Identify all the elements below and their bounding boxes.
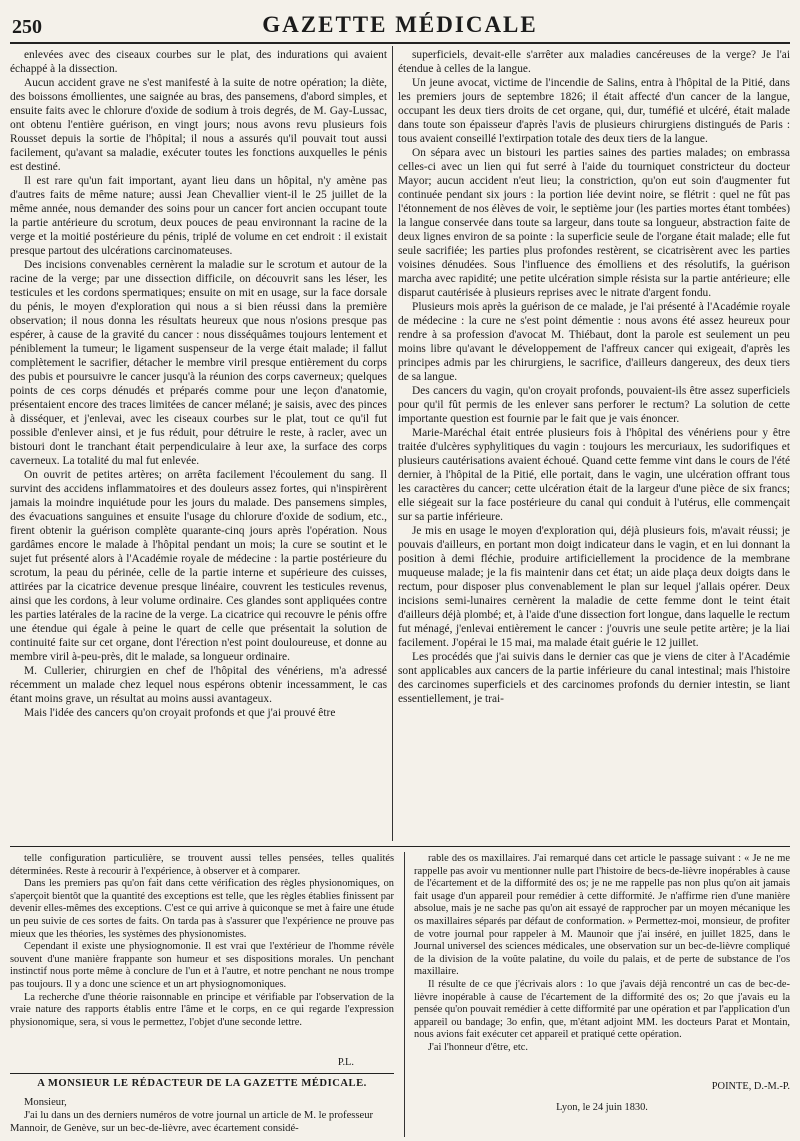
paragraph: Il est rare qu'un fait important, ayant lieu dans un hôpital, n'y amène pas d'autres faits de même nature; aussi Jean Chevallier vient-il le 25 juillet de la même année, nous demander des soins pour un cancer fort ancien occupant toute la partie antérieure du scrotum, deux pouces de peau environnant la racine de la verge et la moitié postérieure du pénis, triplé de volume en cet endroit : il existait presque partout des ulcérations carcinomateuses. <box>10 175 387 257</box>
feuilleton-right <box>414 853 790 1078</box>
dateline: Lyon, le 24 juin 1830. <box>556 1102 648 1113</box>
paragraph: superficiels, devait-elle s'arrêter aux maladies cancéreuses de la verge? Je l'ai étendue à celles de la langue. <box>398 49 790 75</box>
letter-divider <box>10 1073 394 1074</box>
paragraph: Je mis en usage le moyen d'exploration qui, déjà plusieurs fois, m'avait réussi; je pouvais d'ailleurs, en portant mon doigt indicateur dans le vagin, et en lui donnant la position à demi fléchie, produire artificiellement la procidence de la membrane muqueuse malade; je la fis maintenir dans cet état; un aide plaça deux doigts dans le rectum, pour disposer plus convenablement le plan sur lequel j'allais opérer. Deux incisions semi-lunaires cernèrent la maladie de cette femme dont le teint était d'ailleurs déjà plombé; et, à l'aide d'une dissection fort longue, dans laquelle le rectum fut ménagé, j'enlevai entièrement le cancer : j'ouvris une seule petite artère; je la liai facilement. J'opérai le 15 mai, ma malade était guérie le 12 juillet. <box>398 525 790 649</box>
page-header <box>10 12 790 44</box>
paragraph: Mais l'idée des cancers qu'on croyait profonds et que j'ai prouvé être <box>24 707 336 719</box>
paragraph: enlevées avec des ciseaux courbes sur le plat, des indurations qui avaient échappé à la dissection. <box>10 49 387 75</box>
paragraph: J'ai l'honneur d'être, etc. <box>428 1041 528 1053</box>
letter-heading: A MONSIEUR LE RÉDACTEUR DE LA GAZETTE MÉDICALE. <box>37 1078 367 1089</box>
signature: POINTE, D.-M.-P. <box>711 1081 790 1092</box>
page-number: 250 <box>12 16 42 38</box>
feuilleton-column-divider <box>404 852 405 1137</box>
column-left <box>10 48 387 838</box>
paragraph: rable des os maxillaires. J'ai remarqué dans cet article le passage suivant : « Je ne me rappelle pas avoir vu mentionner nulle part l'histoire de becs-de-lièvre inopérables à cause de l'écartement et de la difformité des os; je ne me rappelle pas non plus qu'on ait jamais fait usage d'un appareil pour remédier à cette difformité. Je n'affirme rien d'une manière absolue, mais je ne sache pas qu'on ait essayé de rapprocher par un moyen mécanique les os maxillaires séparés par défaut de conformation. » Permettez-moi, monsieur, de profiter de votre journal pour rappeler à M. Maunoir que j'ai inséré, en juillet 1825, dans le Journal universel des sciences médicales, une observation sur un bec-de-lièvre compliqué de la division de la voûte palatine, du voile du palais, et de perte de substance de l'os maxillaire. <box>414 853 790 978</box>
paragraph: Plusieurs mois après la guérison de ce malade, je l'ai présenté à l'Académie royale de médecine : la cure ne s'est point démentie : nous avons été assez heureux pour rendre à sa profession d'avocat M. Thiébaut, dont la parole est seulement un peu moins libre qu'avant le développement de l'affreux cancer qui exigeait, d'après les principes admis par les chirurgiens, le sacrifice, d'ailleurs dangereux, des deux tiers de sa langue. <box>398 301 790 383</box>
paragraph: Marie-Maréchal était entrée plusieurs fois à l'hôpital des vénériens pour y être traitée d'ulcères syphylitiques du vagin : toujours les mercuriaux, les sudorifiques et plusieurs cautérisations avaient échoué. Quand cette femme vint dans le cours de l'été dernier, à l'hôpital de la Pitié, elle portait, dans le vagin, une ulcération offrant tous les caractères du cancer; cette ulcération était de la largeur d'une pièce de six francs; elle siégeait sur la face postérieure du canal qui conduit à l'utérus, elle commençait sur sa partie inférieure. <box>398 427 790 523</box>
paragraph: On ouvrit de petites artères; on arrêta facilement l'écoulement du sang. Il survint des accidens inflammatoires et des douleurs assez fortes, qui n'inspirèrent jamais la moindre inquiétude pour les jours du malade. Des pansemens simples, des évacuations sanguines et ensuite l'usage du chlorure d'oxide de sodium, etc., firent obtenir la guérison complète quarante-cinq jours après l'opération. Nous gardâmes encore le malade à l'hôpital pendant un mois; la cure se soutint et le sujet fut présenté alors à l'Académie royale de médecine : la partie postérieure du scrotum, la peau du périnée, celle de la partie interne et supérieure des cuisses, attirées par la cicatrice devenue presque linéaire, couvrent les testicules revenus, ainsi que les cordons, à leur volume ordinaire. Ces glandes sont appliquées contre les parties latérales de la racine de la verge. La cicatrice qui recouvre le pénis offre une étendue qui égale à peine le quart de celle que présentait la solution de continuité faite sur cet organe, dont l'érection n'est point douloureuse, et donne au membre viril à-peu-près, dit le malade, sa longueur ordinaire. <box>10 469 387 663</box>
paragraph: M. Cullerier, chirurgien en chef de l'hôpital des vénériens, m'a adressé récemment un malade chez lequel nous espérons obtenir incessamment, le cas étant moins grave, un résultat au moins aussi avantageux. <box>10 665 387 705</box>
paragraph: J'ai lu dans un des derniers numéros de votre journal un article de M. le professeur Mannoir, de Genève, sur un bec-de-lièvre, avec écartement considé- <box>10 1110 374 1134</box>
signature-initials: P.L. <box>337 1057 354 1068</box>
paragraph: telle configuration particulière, se trouvent aussi telles pensées, telles qualités déterminées. Reste à recourir à l'expérience, à observer et à comparer. <box>10 853 394 877</box>
paragraph: On sépara avec un bistouri les parties saines des parties malades; on embrassa celles-ci avec un lien qui fut serré à l'aide du tourniquet constricteur du docteur Mayor; aucun accident n'eut lieu; la constriction, qu'on eut soin d'augmenter fut continuée pendant six jours : la portion liée devint noire, se flétrit : quel ne fût pas l'étonnement de nos élèves de voir, le septième jour (les parties mortes étant tombées) la langue conservée dans toute sa largeur, dans toute sa longueur, abstraction faite de deux lignes environ de sa pointe : la superficie seule de l'organe était malade; elle fut seule sacrifiée; les parties plus profondes restèrent, se cicatrisèrent avec les parties voisines dénudées. Sous l'influence des émolliens et des résolutifs, la guérison marcha avec rapidité; une petite ulcération simple résista sur la partie antérieure; elle disparut cautérisée à plusieurs reprises avec le nitrate d'argent fondu. <box>398 147 790 299</box>
salutation: Monsieur, <box>24 1097 67 1108</box>
paragraph: Dans les premiers pas qu'on fait dans cette vérification des règles physionomiques, on s'aperçoit bientôt que la quantité des exceptions est telle, que les règles établies finissent par devenir elles-mêmes des exceptions. C'est ce qui arrive à quiconque se met à faire une étude un peu suivie de ces sortes de faits. On tarda pas à s'assurer que l'expérience ne prouve pas mieux que les théories, les systèmes des physionomistes. <box>10 878 394 940</box>
column-divider <box>392 46 393 841</box>
paragraph: Il résulte de ce que j'écrivais alors : 1o que j'avais déjà rencontré un cas de bec-de-lièvre inopérable à cause de l'écartement de la difformité des os; 2o que j'avais eu la pensée qu'on pouvait remédier à cette difformité par une opération et par l'application d'un appareil ou bandage; 3o enfin, que, m'étant adjoint MM. les docteurs Parat et Montain, nous avions fait exécuter cet appareil et pratiqué cette opération. <box>414 978 790 1041</box>
column-right <box>398 48 790 838</box>
feuilleton-left <box>10 853 394 1073</box>
paragraph: Cependant il existe une physiognomonie. Il est vrai que l'extérieur de l'homme révèle souvent d'une manière frappante son humeur et ses dispositions morales. Un penchant instinctif nous porte même à conclure de l'un et à l'autre, et notre penchant ne nous trompe pas toujours. Il y a donc une science et un art physiognomoniques. <box>10 941 394 990</box>
paragraph: Un jeune avocat, victime de l'incendie de Salins, entra à l'hôpital de la Pitié, dans les premiers jours de septembre 1826; il était affecté d'un cancer de la langue, occupant les deux tiers droits de cet organe, qui, dur, tuméfié et ulcéré, était malade dans toute son épaisseur d'après l'avis de plusieurs chirurgiens distingués de Paris : tous avaient conseillé l'extirpation totale des deux tiers de la langue. <box>398 77 790 145</box>
paragraph: Aucun accident grave ne s'est manifesté à la suite de notre opération; la diète, des boissons émollientes, une saignée au bras, des pansemens, d'abord simples, et ensuite faits avec le chlorure d'oxide de sodium à trois degrés, de M. Gay-Lussac, ont obtenu l'entière guérison, en vingt jours; nous avons revu plusieurs fois Rousset depuis la sortie de l'hôpital; il nous a assurés qu'il pouvait tout aussi facilement, qu'avant sa maladie, exécuter toutes les fonctions auxquelles le pénis est destiné. <box>10 77 387 173</box>
paragraph: Les procédés que j'ai suivis dans le dernier cas que je viens de citer à l'Académie sont applicables aux cancers de la partie inférieure du canal intestinal; mais l'histoire des carcinomes superficiels et des carcinomes profonds du dernier intestin, se liant essentiellement, je trai- <box>398 651 790 705</box>
letter-body <box>10 1096 394 1135</box>
paragraph: Des cancers du vagin, qu'on croyait profonds, pouvaient-ils être assez superficiels pour qu'il fût permis de les enlever sans perforer le rectum? La solution de cette importante question est fournie par le fait que je vais énoncer. <box>398 385 790 425</box>
feuilleton-divider <box>10 846 790 847</box>
letter-signature-block <box>414 1080 790 1114</box>
journal-title: GAZETTE MÉDICALE <box>262 12 538 37</box>
paragraph: Des incisions convenables cernèrent la maladie sur le scrotum et autour de la racine de la verge; par une dissection difficile, on découvrit sans les léser, les testicules et les cordons spermatiques; ensuite on mit en usage, sur la face dorsale du pénis, le moyen d'exploration qui nous a si bien réussi dans la première observation; il nous donna les résultats heureux que nous n'osions presque pas espérer, à cause de la gravité du cancer : nous disséquâmes toujours lentement et péniblement la tumeur; le ligament suspenseur de la verge était malade; il fallut complètement le sacrifier, détacher le membre viril presque entièrement du corps des pubis et poursuivre le cancer jusqu'à la réunion des corps caverneux; quelques points de ces corps dénudés et préparés comme pour une leçon d'anatomie, présentaient encore des traces limitées de cancer mélané; je saisis, avec des pinces à disséquer, et j'enlevai, avec les ciseaux courbes sur le plat, tout ce qu'il fut possible d'enlever ainsi, et je fus réduit, pour détruire le reste, à racler, avec un bistouri dont le tranchant était perpendiculaire à leur axe, la surface des corps caverneux. La totalité du mal fut enlevée. <box>10 259 387 467</box>
paragraph: La recherche d'une théorie raisonnable en principe et vérifiable par l'observation de la vraie nature des rapports établis entre l'âme et le corps, en ce qui regarde l'expression physionomique, sera, si vous le permettez, l'objet d'une seconde lettre. <box>10 991 394 1028</box>
